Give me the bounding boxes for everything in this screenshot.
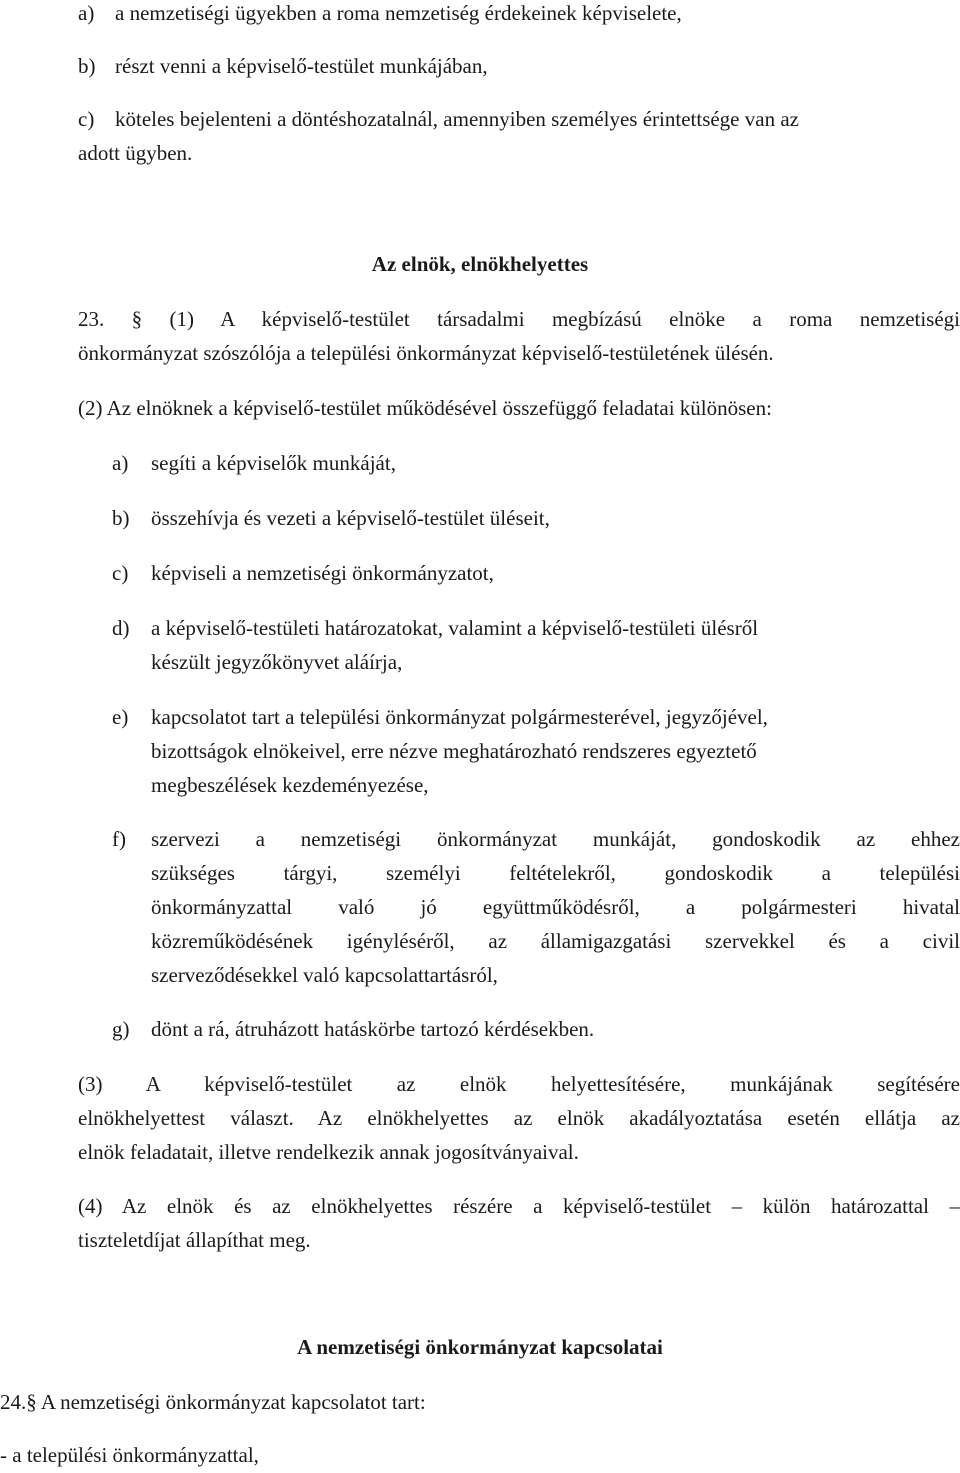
section-heading: A nemzetiségi önkormányzat kapcsolatai (297, 1335, 663, 1359)
list-item-continuation: önkormányzattal való jó együttműködésről, a polgármesteri hivatal (151, 895, 960, 919)
list-item-label: g) (112, 1017, 130, 1041)
list-item-continuation: megbeszélések kezdeményezése, (151, 773, 429, 797)
list-item-label: d) (112, 616, 130, 640)
list-item-text: segíti a képviselők munkáját, (151, 451, 396, 475)
paragraph-line: tiszteletdíjat állapíthat meg. (78, 1228, 311, 1252)
section-sign-icon: § (26, 1390, 37, 1414)
paragraph-line: (2) Az elnöknek a képviselő-testület működésével összefüggő feladatai különösen: (78, 396, 772, 420)
list-item-label: c) (78, 107, 95, 131)
paragraph-line: elnök feladatait, illetve rendelkezik annak jogosítványaival. (78, 1140, 579, 1164)
list-item-continuation: szerveződésekkel való kapcsolattartásról, (151, 963, 498, 987)
list-item-text: szervezi a nemzetiségi önkormányzat munkáját, gondoskodik az ehhez (151, 827, 960, 851)
list-item-label: c) (112, 561, 129, 585)
list-item (112, 704, 768, 730)
list-item-text: képviseli a nemzetiségi önkormányzatot, (151, 561, 494, 585)
list-item-label: b) (78, 54, 96, 78)
list-item (78, 0, 682, 26)
list-item-label: b) (112, 506, 130, 530)
list-item-label: f) (112, 827, 126, 851)
paragraph-line (0, 1389, 426, 1415)
paragraph-number: 24. (0, 1390, 27, 1414)
paragraph-line: önkormányzat szószólója a települési önkormányzat képviselő-testületének ülésén. (78, 341, 774, 365)
list-item (78, 53, 488, 79)
list-item-label: a) (112, 451, 129, 475)
paragraph-text: A nemzetiségi önkormányzat kapcsolatot tart: (40, 1390, 426, 1414)
list-item-continuation: készült jegyzőkönyvet aláírja, (151, 650, 403, 674)
list-item-continuation: bizottságok elnökeivel, erre nézve meghatározható rendszeres egyeztető (151, 739, 757, 763)
list-item (112, 560, 494, 586)
paragraph-line: elnökhelyettest választ. Az elnökhelyettes az elnök akadályoztatása esetén ellátja az (78, 1106, 960, 1130)
list-item-continuation: adott ügyben. (78, 141, 193, 165)
list-item (112, 1016, 594, 1042)
list-item-text: a képviselő-testületi határozatokat, valamint a képviselő-testületi ülésről (151, 616, 759, 640)
paragraph-text: (1) A képviselő-testület társadalmi megbízású elnöke a roma nemzetiségi (169, 307, 960, 331)
list-item (78, 106, 799, 132)
paragraph-line (78, 306, 960, 332)
paragraph-line: (3) A képviselő-testület az elnök helyettesítésére, munkájának segítésére (78, 1072, 960, 1096)
list-item-label: e) (112, 705, 129, 729)
list-item-text: köteles bejelenteni a döntéshozatalnál, amennyiben személyes érintettsége van az (115, 107, 799, 131)
paragraph-line: (4) Az elnök és az elnökhelyettes részére a képviselő-testület – külön határozattal – (78, 1194, 960, 1218)
section-sign-icon: § (131, 307, 143, 331)
list-item (112, 450, 396, 476)
list-item-text: részt venni a képviselő-testület munkájában, (115, 54, 488, 78)
list-item-continuation: közreműködésének igényléséről, az államigazgatási szervekkel és a civil (151, 929, 960, 953)
section-heading: Az elnök, elnökhelyettes (371, 252, 589, 276)
paragraph-number: 23. (78, 307, 105, 331)
list-item-text: összehívja és vezeti a képviselő-testület üléseit, (151, 506, 550, 530)
list-item-text: dönt a rá, átruházott hatáskörbe tartozó kérdésekben. (151, 1017, 595, 1041)
list-item: - a települési önkormányzattal, (0, 1443, 259, 1467)
list-item-label: a) (78, 1, 95, 25)
list-item (112, 615, 758, 641)
list-item-text: a nemzetiségi ügyekben a roma nemzetiség érdekeinek képviselete, (115, 1, 682, 25)
list-item-text: kapcsolatot tart a települési önkormányzat polgármesterével, jegyzőjével, (151, 705, 768, 729)
list-item-continuation: szükséges tárgyi, személyi feltételekről, gondoskodik a települési (151, 861, 960, 885)
list-item (112, 505, 550, 531)
